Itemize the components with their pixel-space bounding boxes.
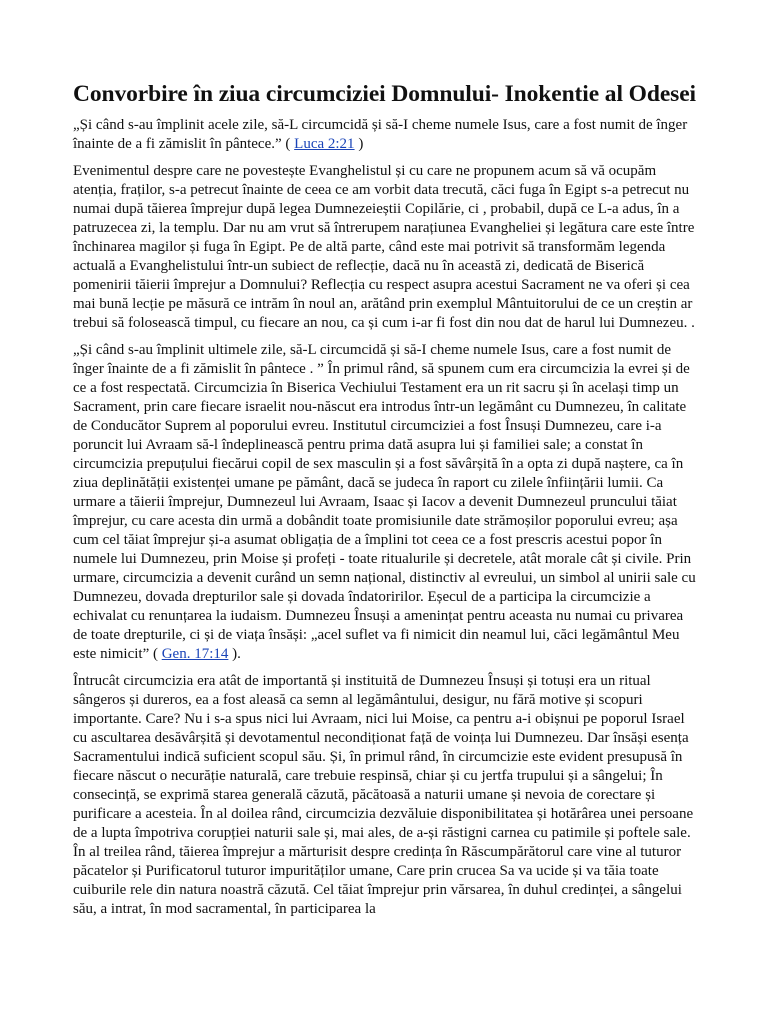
article	[73, 78, 697, 927]
paragraph-2-text: „Și când s-au împlinit ultimele zile, să-L circumcidă și să-I cheme numele Isus, care a fost numit de înger înainte de a fi zămislit în pântece . ” În primul rând, să spunem cum era circumcizia la evrei și de ce a fost respectată. Circumcizia în Biserica Vechiului Testament era un rit sacru și în același timp un Sacrament, prin care fiecare israelit nou-născut era introdus într-un legământ cu Dumnezeu, în calitate de Conducător Suprem al poporului evreu. Institutul circumciziei a fost Însuși Dumnezeu, care i-a poruncit lui Avraam să-l îndeplinească pentru prima dată asupra lui și familiei sale; a constat în circumcizia prepuțului fiecărui copil de sex masculin și a fost săvârșită în a opta zi după naștere, ca în ziua deplinătății existenței umane pe pământ, dacă se judeca în raport cu zilele înființării lumii. Ca urmare a tăierii împrejur, Dumnezeul lui Avraam, Isaac și Iacov a devenit Dumnezeul pruncului tăiat împrejur, cu care acesta din urmă a dobândit toate promisiunile date strămoșilor poporului evreu; așa cum cel tăiat împrejur și-a asumat obligația de a împlini tot ceea ce a fost prescris acestui popor în numele lui Dumnezeu, prin Moise și profeți - toate ritualurile și decretele, atât morale cât și civile. Prin urmare, circumcizia a devenit curând un semn național, distinctiv al evreului, un simbol al unirii sale cu Dumnezeu, dovada drepturilor sale și dovada îndatoririlor. Eșecul de a participa la circumcizie a echivalat cu renunțarea la iudaism. Dumnezeu Însuși a amenințat pentru aceasta nu numai cu privarea de toate drepturile, ci și de viața însăși: „acel suflet va fi nimicit din neamul lui, căci legământul Meu este nimicit” (	[73, 342, 696, 662]
opening-quote-after: )	[354, 136, 364, 152]
paragraph-2	[73, 341, 697, 664]
opening-quote	[73, 116, 697, 154]
paragraph-1: Evenimentul despre care ne povestește Evanghelistul și cu care ne propunem acum să vă ocupăm atenția, fraților, s-a petrecut înainte de ceea ce am vorbit data trecută, căci fuga în Egipt s-a petrecut nu numai după tăierea împrejur după legea Dumnezeieștii Copilărie, ci , probabil, după ce L-a adus, în a patruzecea zi, la templu. Dar nu am vrut să întrerupem narațiunea Evangheliei și legătura care este între închinarea magilor și fuga în Egipt. Pe de altă parte, când este mai potrivit să transformăm legenda actuală a Evanghelistului într-un subiect de reflecție, dacă nu în această zi, dedicată de Biserică pomenirii tăierii împrejur a Domnului? Reflecția cu respect asupra acestui Sacrament ne va oferi și cea mai bună lecție pe măsură ce intrăm în noul an, arătând prin exemplul Mântuitorului de ce un creștin ar trebui să folosească timpul, cu fiecare an nou, ca și cum i-ar fi fost din nou dat de harul lui Dumnezeu. .	[73, 163, 695, 331]
article-title: Convorbire în ziua circumciziei Domnului- Inokentie al Odesei	[73, 81, 696, 107]
paragraph-2-after: ).	[228, 646, 241, 662]
genesis-reference-link[interactable]: Gen. 17:14	[161, 646, 229, 662]
luca-reference-link[interactable]: Luca 2:21	[294, 136, 355, 152]
opening-quote-text: „Și când s-au împlinit acele zile, să-L circumcidă și să-I cheme numele Isus, care a fost numit de înger înainte de a fi zămislit în pântece.” (	[73, 117, 688, 152]
paragraph-3: Întrucât circumcizia era atât de importantă și instituită de Dumnezeu Însuși și totuși era un ritual sângeros și dureros, ea a fost aleasă ca semn al legământului, desigur, nu fără motive și scopuri importante. Care? Nu i s-a spus nici lui Avraam, nici lui Moise, ca pentru a-i obișnui pe poporul Israel cu ascultarea desăvârșită și devotamentul necondiționat față de voința lui Dumnezeu. Dar însăși esența Sacramentului indică suficient scopul său. Și, în primul rând, în circumcizie este evident presupusă în fiecare născut o necurăție naturală, care trebuie respinsă, chiar și cu jertfa trupului și a sângelui; În consecință, se exprimă starea generală căzută, păcătoasă a naturii umane și nevoia de corectare și purificare a acesteia. În al doilea rând, circumcizia dezvăluie disponibilitatea și hotărârea unei persoane de a lupta împotriva corupției naturii sale și, mai ales, de a-și răstigni carnea cu patimile și poftele sale. În al treilea rând, tăierea împrejur a mărturisit despre credința în Răscumpărătorul care vine al tuturor păcatelor și Purificatorul tuturor impurităților umane, Care prin crucea Sa va ucide și va tăia toate cuiburile rele din natura noastră căzută. Cel tăiat împrejur prin vărsarea, în duhul credinței, a sângelui său, a intrat, în mod sacramental, în participarea la	[73, 673, 694, 917]
